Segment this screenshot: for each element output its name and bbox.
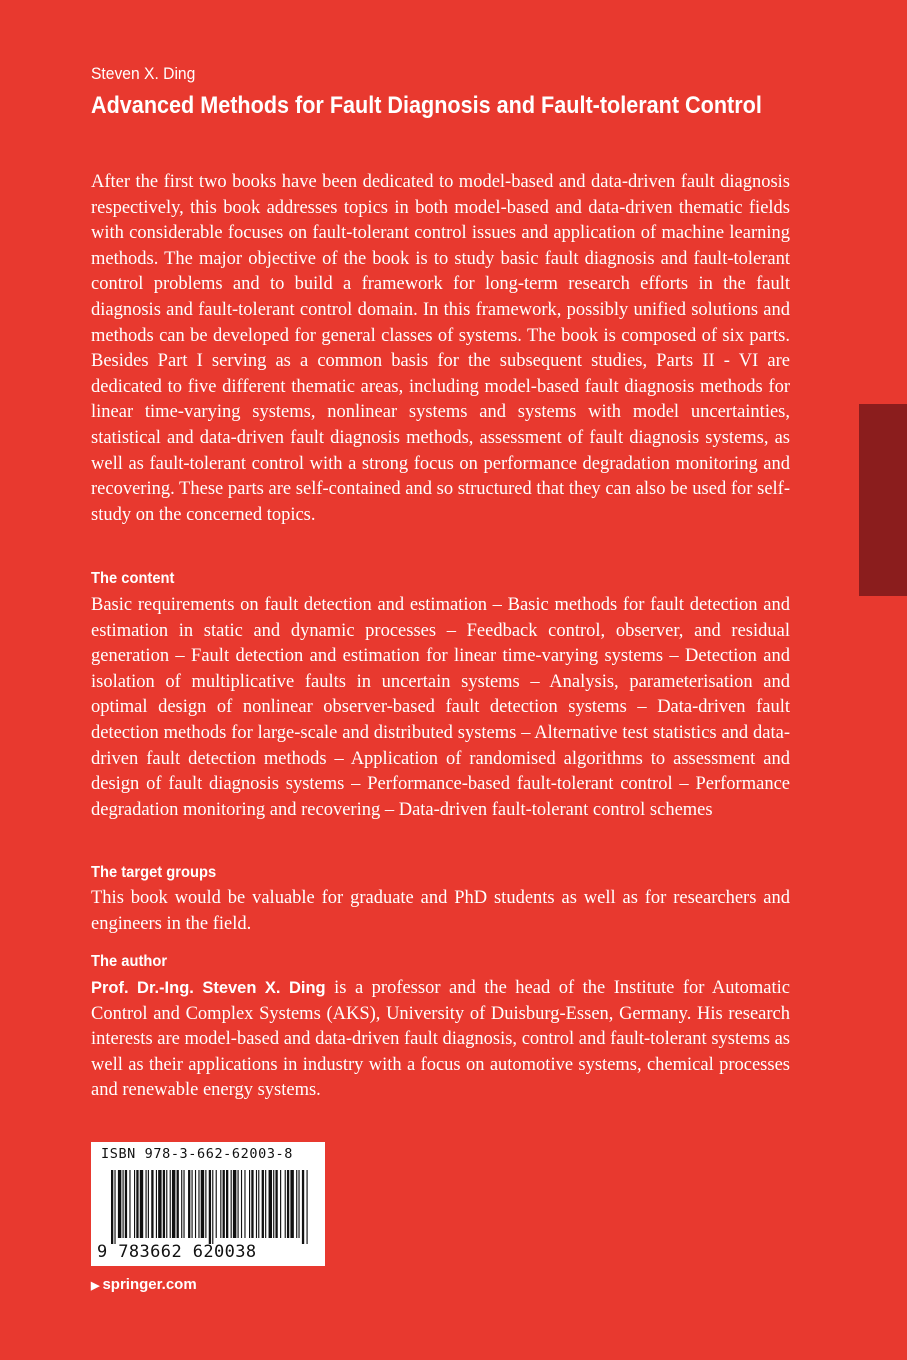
barcode-digits: 9 783662 620038 bbox=[97, 1242, 257, 1262]
author-bio-lead: Prof. Dr.-Ing. Steven X. Ding bbox=[91, 979, 326, 997]
book-title: Advanced Methods for Fault Diagnosis and Fault-tolerant Control bbox=[91, 92, 762, 119]
content-paragraph: Basic requirements on fault detection and estimation – Basic methods for fault detection and estimation in static and dynamic processes – Feedback control, observer, and residual generation – Fault detection and estimation for linear time-varying systems – Detection and isolation of multiplicative faults in uncertain systems – Analysis, parameterisation and optimal design of nonlinear observer-based fault detection systems – Data-driven fault detection methods for large-scale and distributed systems – Alternative test statistics and data-driven fault detection methods – Application of randomised algorithms to assessment and design of fault diagnosis systems – Performance-based fault-tolerant control – Performance degradation monitoring and recovering – Data-driven fault-tolerant control schemes bbox=[91, 595, 790, 820]
target-groups-heading: The target groups bbox=[91, 864, 217, 881]
author-bio-text: is a professor and the head of the Institute for Automatic Control and Complex Systems (AKS), University of Duisburg-Essen, Germany. His research interests are model-based and data-driven fault diagnosis, control and fault-tolerant systems as well as their applications in industry with a focus on automotive systems, chemical processes and renewable energy systems. bbox=[91, 978, 790, 1101]
author-bio bbox=[91, 976, 790, 1104]
isbn-label: ISBN 978-3-662-62003-8 bbox=[101, 1146, 294, 1162]
author-heading: The author bbox=[91, 953, 168, 970]
content-heading: The content bbox=[91, 570, 175, 587]
arrow-right-icon: ▶ bbox=[91, 1280, 100, 1292]
publisher-link[interactable] bbox=[91, 1276, 197, 1293]
color-tab bbox=[859, 404, 907, 596]
author-name: Steven X. Ding bbox=[91, 64, 196, 83]
isbn-barcode bbox=[91, 1142, 325, 1266]
intro-paragraph: After the first two books have been dedicated to model-based and data-driven fault diagnosis respectively, this book addresses topics in both model-based and data-driven thematic fields with considerable focuses on fault-tolerant control issues and application of machine learning methods. The major objective of the book is to study basic fault diagnosis and fault-tolerant control problems and to build a framework for long-term research efforts in the fault diagnosis and fault-tolerant control domain. In this framework, possibly unified solutions and methods can be developed for general classes of systems. The book is composed of six parts. Besides Part I serving as a common basis for the subsequent studies, Parts II - VI are dedicated to five different thematic areas, including model-based fault diagnosis methods for linear time-varying systems, nonlinear systems and systems with model uncertainties, statistical and data-driven fault diagnosis methods, assessment of fault diagnosis systems, as well as fault-tolerant control with a strong focus on performance degradation monitoring and recovering. These parts are self-contained and so structured that they can also be used for self-study on the concerned topics. bbox=[91, 172, 790, 525]
publisher-link-text: springer.com bbox=[102, 1276, 197, 1293]
target-groups-paragraph: This book would be valuable for graduate and PhD students as well as for researchers and engineers in the field. bbox=[91, 888, 790, 934]
